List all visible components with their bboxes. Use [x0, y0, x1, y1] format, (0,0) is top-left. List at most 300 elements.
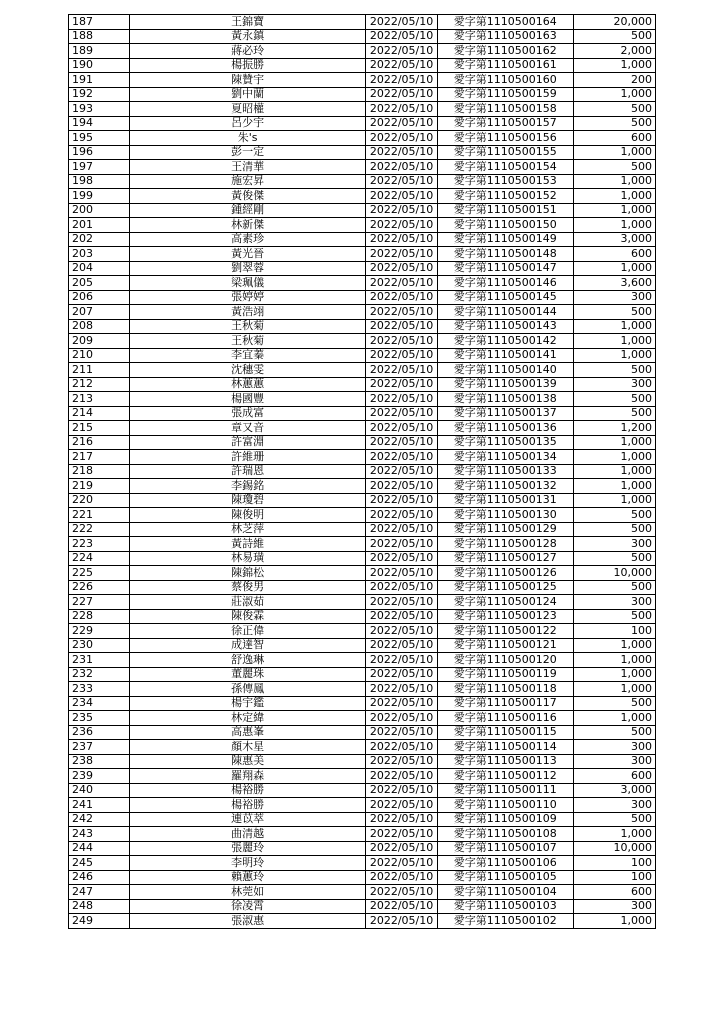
- donor-name: 王秋菊: [129, 334, 365, 349]
- donor-name: 施宏昇: [129, 174, 365, 189]
- table-row: [69, 131, 656, 146]
- donation-date: 2022/05/10: [366, 116, 438, 131]
- row-number: 189: [69, 44, 130, 59]
- row-number: 216: [69, 435, 130, 450]
- donation-date: 2022/05/10: [366, 769, 438, 784]
- row-number: 246: [69, 870, 130, 885]
- receipt-number: 愛字第1110500146: [437, 276, 573, 291]
- donor-name: 顏木星: [129, 740, 365, 755]
- donation-date: 2022/05/10: [366, 145, 438, 160]
- donation-date: 2022/05/10: [366, 899, 438, 914]
- donor-name: 陳贊宇: [129, 73, 365, 88]
- donation-amount: 500: [573, 102, 655, 117]
- table-row: [69, 363, 656, 378]
- donation-date: 2022/05/10: [366, 334, 438, 349]
- donor-name: 楊國豐: [129, 392, 365, 407]
- receipt-number: 愛字第1110500115: [437, 725, 573, 740]
- receipt-number: 愛字第1110500144: [437, 305, 573, 320]
- receipt-number: 愛字第1110500118: [437, 682, 573, 697]
- donor-name: 許瑞恩: [129, 464, 365, 479]
- table-row: [69, 421, 656, 436]
- table-row: [69, 15, 656, 30]
- donation-date: 2022/05/10: [366, 87, 438, 102]
- donor-name: 羅翔森: [129, 769, 365, 784]
- table-row: [69, 392, 656, 407]
- table-row: [69, 479, 656, 494]
- donation-date: 2022/05/10: [366, 682, 438, 697]
- donation-amount: 200: [573, 73, 655, 88]
- row-number: 238: [69, 754, 130, 769]
- receipt-number: 愛字第1110500135: [437, 435, 573, 450]
- donation-amount: 3,600: [573, 276, 655, 291]
- receipt-number: 愛字第1110500113: [437, 754, 573, 769]
- donation-date: 2022/05/10: [366, 247, 438, 262]
- receipt-number: 愛字第1110500155: [437, 145, 573, 160]
- receipt-number: 愛字第1110500104: [437, 885, 573, 900]
- receipt-number: 愛字第1110500162: [437, 44, 573, 59]
- donor-name: 鍾經剛: [129, 203, 365, 218]
- donation-amount: 500: [573, 392, 655, 407]
- donation-date: 2022/05/10: [366, 566, 438, 581]
- donor-name: 陳瓊碧: [129, 493, 365, 508]
- row-number: 207: [69, 305, 130, 320]
- donor-name: 黃浩翊: [129, 305, 365, 320]
- donation-date: 2022/05/10: [366, 551, 438, 566]
- table-row: [69, 740, 656, 755]
- row-number: 228: [69, 609, 130, 624]
- donation-amount: 1,000: [573, 319, 655, 334]
- table-row: [69, 102, 656, 117]
- receipt-number: 愛字第1110500103: [437, 899, 573, 914]
- donation-table-body: [69, 15, 656, 929]
- donation-date: 2022/05/10: [366, 290, 438, 305]
- receipt-number: 愛字第1110500151: [437, 203, 573, 218]
- donation-date: 2022/05/10: [366, 812, 438, 827]
- donation-date: 2022/05/10: [366, 218, 438, 233]
- receipt-number: 愛字第1110500158: [437, 102, 573, 117]
- donor-name: 劉翠蓉: [129, 261, 365, 276]
- row-number: 193: [69, 102, 130, 117]
- donation-amount: 1,000: [573, 87, 655, 102]
- donor-name: 張婷婷: [129, 290, 365, 305]
- row-number: 245: [69, 856, 130, 871]
- row-number: 211: [69, 363, 130, 378]
- donation-amount: 10,000: [573, 841, 655, 856]
- donation-date: 2022/05/10: [366, 58, 438, 73]
- row-number: 243: [69, 827, 130, 842]
- row-number: 249: [69, 914, 130, 929]
- donation-amount: 300: [573, 537, 655, 552]
- donor-name: 朱's: [129, 131, 365, 146]
- donation-amount: 300: [573, 595, 655, 610]
- receipt-number: 愛字第1110500160: [437, 73, 573, 88]
- receipt-number: 愛字第1110500148: [437, 247, 573, 262]
- donation-date: 2022/05/10: [366, 392, 438, 407]
- receipt-number: 愛字第1110500112: [437, 769, 573, 784]
- row-number: 196: [69, 145, 130, 160]
- donor-name: 林芝萍: [129, 522, 365, 537]
- donation-date: 2022/05/10: [366, 827, 438, 842]
- table-row: [69, 667, 656, 682]
- donation-date: 2022/05/10: [366, 479, 438, 494]
- donor-name: 林蕙蕙: [129, 377, 365, 392]
- table-row: [69, 305, 656, 320]
- donation-date: 2022/05/10: [366, 44, 438, 59]
- donation-date: 2022/05/10: [366, 305, 438, 320]
- receipt-number: 愛字第1110500111: [437, 783, 573, 798]
- receipt-number: 愛字第1110500157: [437, 116, 573, 131]
- row-number: 218: [69, 464, 130, 479]
- donor-name: 楊振勝: [129, 58, 365, 73]
- row-number: 215: [69, 421, 130, 436]
- donation-amount: 1,000: [573, 827, 655, 842]
- donation-amount: 1,000: [573, 653, 655, 668]
- row-number: 227: [69, 595, 130, 610]
- donor-name: 林定緯: [129, 711, 365, 726]
- donation-amount: 600: [573, 131, 655, 146]
- donor-name: 黃俊傑: [129, 189, 365, 204]
- receipt-number: 愛字第1110500102: [437, 914, 573, 929]
- row-number: 188: [69, 29, 130, 44]
- donation-amount: 500: [573, 406, 655, 421]
- row-number: 217: [69, 450, 130, 465]
- donation-date: 2022/05/10: [366, 435, 438, 450]
- row-number: 200: [69, 203, 130, 218]
- donation-date: 2022/05/10: [366, 450, 438, 465]
- table-row: [69, 580, 656, 595]
- table-row: [69, 377, 656, 392]
- donation-amount: 1,000: [573, 464, 655, 479]
- donation-amount: 100: [573, 856, 655, 871]
- receipt-number: 愛字第1110500156: [437, 131, 573, 146]
- donation-date: 2022/05/10: [366, 102, 438, 117]
- donation-amount: 1,200: [573, 421, 655, 436]
- donor-name: 賴蕙玲: [129, 870, 365, 885]
- table-row: [69, 841, 656, 856]
- donor-name: 李錫銘: [129, 479, 365, 494]
- receipt-number: 愛字第1110500164: [437, 15, 573, 30]
- table-row: [69, 319, 656, 334]
- donation-date: 2022/05/10: [366, 160, 438, 175]
- receipt-number: 愛字第1110500137: [437, 406, 573, 421]
- donor-name: 徐凌霄: [129, 899, 365, 914]
- donor-name: 沈穗雯: [129, 363, 365, 378]
- donation-amount: 600: [573, 885, 655, 900]
- donation-date: 2022/05/10: [366, 870, 438, 885]
- donation-date: 2022/05/10: [366, 783, 438, 798]
- donation-amount: 500: [573, 609, 655, 624]
- donation-date: 2022/05/10: [366, 363, 438, 378]
- donation-amount: 500: [573, 116, 655, 131]
- donor-name: 黃光晉: [129, 247, 365, 262]
- donor-name: 夏昭權: [129, 102, 365, 117]
- donor-name: 陳惠美: [129, 754, 365, 769]
- donor-name: 劉中蘭: [129, 87, 365, 102]
- donation-amount: 300: [573, 290, 655, 305]
- donation-date: 2022/05/10: [366, 261, 438, 276]
- receipt-number: 愛字第1110500163: [437, 29, 573, 44]
- donation-amount: 20,000: [573, 15, 655, 30]
- donation-amount: 300: [573, 377, 655, 392]
- table-row: [69, 261, 656, 276]
- donor-name: 林新傑: [129, 218, 365, 233]
- row-number: 208: [69, 319, 130, 334]
- donation-amount: 1,000: [573, 145, 655, 160]
- row-number: 210: [69, 348, 130, 363]
- donor-name: 成達智: [129, 638, 365, 653]
- donation-amount: 1,000: [573, 334, 655, 349]
- donation-amount: 500: [573, 551, 655, 566]
- donation-amount: 1,000: [573, 435, 655, 450]
- donation-amount: 1,000: [573, 174, 655, 189]
- donation-date: 2022/05/10: [366, 203, 438, 218]
- row-number: 248: [69, 899, 130, 914]
- donor-name: 林易璜: [129, 551, 365, 566]
- row-number: 234: [69, 696, 130, 711]
- donor-name: 許富淵: [129, 435, 365, 450]
- receipt-number: 愛字第1110500159: [437, 87, 573, 102]
- donation-amount: 1,000: [573, 348, 655, 363]
- row-number: 222: [69, 522, 130, 537]
- row-number: 221: [69, 508, 130, 523]
- donor-name: 楊裕勝: [129, 798, 365, 813]
- table-row: [69, 522, 656, 537]
- row-number: 212: [69, 377, 130, 392]
- donation-amount: 500: [573, 696, 655, 711]
- donor-name: 王錦寶: [129, 15, 365, 30]
- donation-date: 2022/05/10: [366, 609, 438, 624]
- row-number: 229: [69, 624, 130, 639]
- donation-date: 2022/05/10: [366, 348, 438, 363]
- donation-date: 2022/05/10: [366, 580, 438, 595]
- donation-date: 2022/05/10: [366, 421, 438, 436]
- table-row: [69, 334, 656, 349]
- receipt-number: 愛字第1110500127: [437, 551, 573, 566]
- donation-date: 2022/05/10: [366, 885, 438, 900]
- receipt-number: 愛字第1110500153: [437, 174, 573, 189]
- row-number: 233: [69, 682, 130, 697]
- row-number: 237: [69, 740, 130, 755]
- receipt-number: 愛字第1110500138: [437, 392, 573, 407]
- donor-name: 張淑惠: [129, 914, 365, 929]
- donation-date: 2022/05/10: [366, 696, 438, 711]
- donation-date: 2022/05/10: [366, 667, 438, 682]
- table-row: [69, 73, 656, 88]
- table-row: [69, 725, 656, 740]
- row-number: 194: [69, 116, 130, 131]
- donation-amount: 1,000: [573, 203, 655, 218]
- table-row: [69, 406, 656, 421]
- donor-name: 陳俊明: [129, 508, 365, 523]
- donation-date: 2022/05/10: [366, 29, 438, 44]
- donation-amount: 3,000: [573, 232, 655, 247]
- donation-date: 2022/05/10: [366, 377, 438, 392]
- row-number: 235: [69, 711, 130, 726]
- donor-name: 莊淑茹: [129, 595, 365, 610]
- row-number: 244: [69, 841, 130, 856]
- donation-amount: 1,000: [573, 450, 655, 465]
- receipt-number: 愛字第1110500114: [437, 740, 573, 755]
- donation-amount: 1,000: [573, 261, 655, 276]
- donation-amount: 300: [573, 754, 655, 769]
- donation-date: 2022/05/10: [366, 131, 438, 146]
- receipt-number: 愛字第1110500117: [437, 696, 573, 711]
- table-row: [69, 754, 656, 769]
- table-row: [69, 812, 656, 827]
- donor-name: 李宜蓁: [129, 348, 365, 363]
- receipt-number: 愛字第1110500128: [437, 537, 573, 552]
- donation-amount: 500: [573, 363, 655, 378]
- donation-date: 2022/05/10: [366, 73, 438, 88]
- donation-amount: 100: [573, 624, 655, 639]
- table-row: [69, 783, 656, 798]
- donation-amount: 500: [573, 29, 655, 44]
- donation-amount: 500: [573, 725, 655, 740]
- table-row: [69, 290, 656, 305]
- donation-date: 2022/05/10: [366, 856, 438, 871]
- receipt-number: 愛字第1110500129: [437, 522, 573, 537]
- receipt-number: 愛字第1110500139: [437, 377, 573, 392]
- donation-date: 2022/05/10: [366, 189, 438, 204]
- table-row: [69, 856, 656, 871]
- receipt-number: 愛字第1110500121: [437, 638, 573, 653]
- receipt-number: 愛字第1110500123: [437, 609, 573, 624]
- table-row: [69, 638, 656, 653]
- donor-name: 李明玲: [129, 856, 365, 871]
- donor-name: 舒逸琳: [129, 653, 365, 668]
- table-row: [69, 116, 656, 131]
- donation-amount: 600: [573, 247, 655, 262]
- donation-date: 2022/05/10: [366, 711, 438, 726]
- donor-name: 張成富: [129, 406, 365, 421]
- donation-amount: 10,000: [573, 566, 655, 581]
- receipt-number: 愛字第1110500106: [437, 856, 573, 871]
- donation-date: 2022/05/10: [366, 537, 438, 552]
- donation-date: 2022/05/10: [366, 638, 438, 653]
- table-row: [69, 348, 656, 363]
- row-number: 223: [69, 537, 130, 552]
- row-number: 209: [69, 334, 130, 349]
- row-number: 241: [69, 798, 130, 813]
- receipt-number: 愛字第1110500152: [437, 189, 573, 204]
- receipt-number: 愛字第1110500133: [437, 464, 573, 479]
- table-row: [69, 870, 656, 885]
- row-number: 214: [69, 406, 130, 421]
- table-row: [69, 682, 656, 697]
- receipt-number: 愛字第1110500105: [437, 870, 573, 885]
- table-row: [69, 827, 656, 842]
- donor-name: 楊宇鑑: [129, 696, 365, 711]
- donation-amount: 500: [573, 160, 655, 175]
- donation-amount: 2,000: [573, 44, 655, 59]
- row-number: 230: [69, 638, 130, 653]
- donation-amount: 500: [573, 305, 655, 320]
- row-number: 239: [69, 769, 130, 784]
- row-number: 201: [69, 218, 130, 233]
- donation-date: 2022/05/10: [366, 508, 438, 523]
- row-number: 205: [69, 276, 130, 291]
- receipt-number: 愛字第1110500145: [437, 290, 573, 305]
- table-row: [69, 769, 656, 784]
- donation-table: [68, 14, 656, 929]
- donation-date: 2022/05/10: [366, 406, 438, 421]
- receipt-number: 愛字第1110500126: [437, 566, 573, 581]
- donor-name: 高惠峯: [129, 725, 365, 740]
- table-row: [69, 247, 656, 262]
- donor-name: 彭一定: [129, 145, 365, 160]
- donation-date: 2022/05/10: [366, 740, 438, 755]
- receipt-number: 愛字第1110500131: [437, 493, 573, 508]
- donor-name: 梁珮儀: [129, 276, 365, 291]
- donation-date: 2022/05/10: [366, 725, 438, 740]
- table-row: [69, 145, 656, 160]
- donation-date: 2022/05/10: [366, 522, 438, 537]
- donor-name: 董麗珠: [129, 667, 365, 682]
- donation-amount: 500: [573, 522, 655, 537]
- donation-date: 2022/05/10: [366, 914, 438, 929]
- donation-amount: 1,000: [573, 914, 655, 929]
- donor-name: 陳俊霖: [129, 609, 365, 624]
- donation-date: 2022/05/10: [366, 624, 438, 639]
- row-number: 247: [69, 885, 130, 900]
- table-row: [69, 87, 656, 102]
- donor-name: 林莞如: [129, 885, 365, 900]
- receipt-number: 愛字第1110500134: [437, 450, 573, 465]
- donor-name: 王秋菊: [129, 319, 365, 334]
- row-number: 204: [69, 261, 130, 276]
- donor-name: 楊裕勝: [129, 783, 365, 798]
- donation-date: 2022/05/10: [366, 595, 438, 610]
- row-number: 240: [69, 783, 130, 798]
- receipt-number: 愛字第1110500124: [437, 595, 573, 610]
- row-number: 187: [69, 15, 130, 30]
- donation-date: 2022/05/10: [366, 841, 438, 856]
- table-row: [69, 174, 656, 189]
- table-row: [69, 537, 656, 552]
- table-row: [69, 914, 656, 929]
- donor-name: 徐正偉: [129, 624, 365, 639]
- donation-amount: 1,000: [573, 493, 655, 508]
- table-row: [69, 653, 656, 668]
- table-row: [69, 160, 656, 175]
- donation-amount: 1,000: [573, 479, 655, 494]
- donation-date: 2022/05/10: [366, 493, 438, 508]
- donation-amount: 1,000: [573, 667, 655, 682]
- table-row: [69, 493, 656, 508]
- donor-name: 蔣必玲: [129, 44, 365, 59]
- receipt-number: 愛字第1110500141: [437, 348, 573, 363]
- row-number: 198: [69, 174, 130, 189]
- table-row: [69, 624, 656, 639]
- receipt-number: 愛字第1110500125: [437, 580, 573, 595]
- receipt-number: 愛字第1110500147: [437, 261, 573, 276]
- donation-amount: 1,000: [573, 58, 655, 73]
- receipt-number: 愛字第1110500130: [437, 508, 573, 523]
- donation-amount: 300: [573, 899, 655, 914]
- table-row: [69, 696, 656, 711]
- row-number: 220: [69, 493, 130, 508]
- donation-amount: 1,000: [573, 638, 655, 653]
- row-number: 206: [69, 290, 130, 305]
- table-row: [69, 508, 656, 523]
- donation-amount: 1,000: [573, 682, 655, 697]
- row-number: 195: [69, 131, 130, 146]
- table-row: [69, 798, 656, 813]
- table-row: [69, 232, 656, 247]
- row-number: 199: [69, 189, 130, 204]
- receipt-number: 愛字第1110500140: [437, 363, 573, 378]
- table-row: [69, 711, 656, 726]
